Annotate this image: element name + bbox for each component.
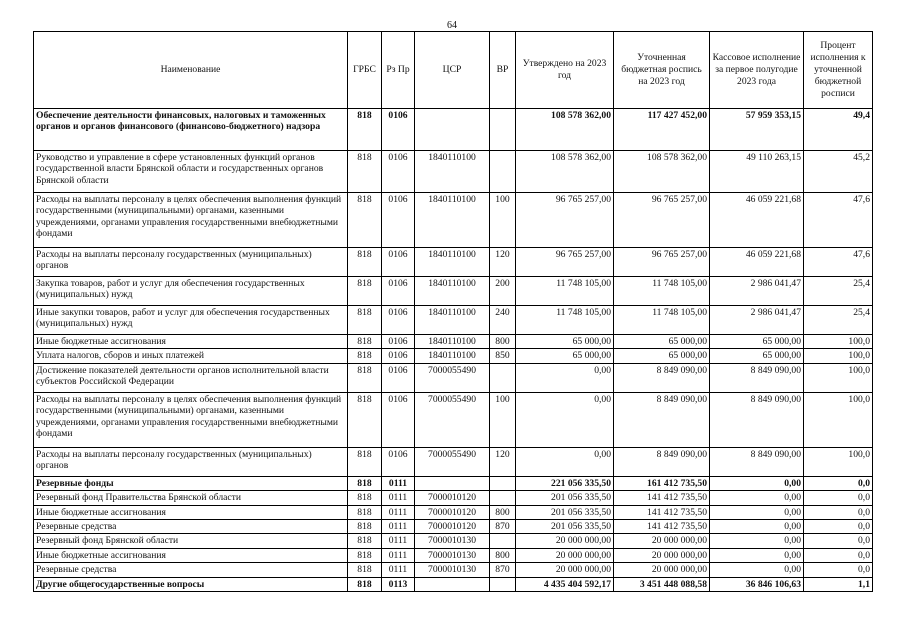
- cell-approved: 108 578 362,00: [516, 109, 614, 151]
- header-approved: Утверждено на 2023 год: [516, 32, 614, 109]
- cell-refined: 96 765 257,00: [614, 193, 710, 248]
- page-number: 64: [447, 20, 457, 31]
- cell-refined: 20 000 000,00: [614, 534, 710, 548]
- cell-rzpr: 0106: [382, 277, 415, 306]
- cell-cash: 8 849 090,00: [710, 447, 804, 476]
- table-row: [34, 335, 873, 349]
- cell-csr: 7000010120: [415, 520, 490, 534]
- cell-name: Резервный фонд Правительства Брянской области: [34, 491, 348, 505]
- cell-csr: [415, 109, 490, 151]
- cell-rzpr: 0111: [382, 520, 415, 534]
- cell-cash: 65 000,00: [710, 349, 804, 363]
- cell-grbs: 818: [348, 335, 382, 349]
- table-row: [34, 151, 873, 193]
- cell-name: Иные бюджетные ассигнования: [34, 548, 348, 562]
- table-row: [34, 548, 873, 562]
- cell-approved: 221 056 335,50: [516, 476, 614, 490]
- cell-name: Руководство и управление в сфере установленных функций органов государственной власти Брянской области и государственных органов Брянской области: [34, 151, 348, 193]
- cell-refined: 20 000 000,00: [614, 563, 710, 577]
- cell-cash: 36 846 106,63: [710, 577, 804, 591]
- table-row: [34, 577, 873, 591]
- cell-vr: [490, 476, 516, 490]
- cell-approved: 201 056 335,50: [516, 520, 614, 534]
- cell-name: Резервные средства: [34, 563, 348, 577]
- cell-csr: [415, 476, 490, 490]
- cell-cash: 0,00: [710, 520, 804, 534]
- cell-grbs: 818: [348, 548, 382, 562]
- table-row: [34, 563, 873, 577]
- cell-rzpr: 0111: [382, 476, 415, 490]
- cell-csr: 7000010130: [415, 563, 490, 577]
- cell-rzpr: 0111: [382, 491, 415, 505]
- cell-refined: 8 849 090,00: [614, 447, 710, 476]
- cell-vr: 850: [490, 349, 516, 363]
- cell-grbs: 818: [348, 193, 382, 248]
- cell-vr: [490, 534, 516, 548]
- table-row: [34, 109, 873, 151]
- cell-rzpr: 0106: [382, 335, 415, 349]
- cell-approved: 201 056 335,50: [516, 505, 614, 519]
- cell-cash: 0,00: [710, 505, 804, 519]
- header-percent: Процент исполнения к уточненной бюджетной росписи: [804, 32, 873, 109]
- cell-name: Резервные средства: [34, 520, 348, 534]
- cell-cash: 0,00: [710, 548, 804, 562]
- cell-grbs: 818: [348, 151, 382, 193]
- cell-cash: 49 110 263,15: [710, 151, 804, 193]
- cell-percent: 47,6: [804, 248, 873, 277]
- cell-vr: 800: [490, 505, 516, 519]
- cell-percent: 100,0: [804, 363, 873, 392]
- cell-grbs: 818: [348, 248, 382, 277]
- cell-refined: 117 427 452,00: [614, 109, 710, 151]
- cell-vr: [490, 491, 516, 505]
- cell-cash: 2 986 041,47: [710, 277, 804, 306]
- cell-refined: 141 412 735,50: [614, 520, 710, 534]
- cell-cash: 8 849 090,00: [710, 363, 804, 392]
- cell-grbs: 818: [348, 109, 382, 151]
- cell-grbs: 818: [348, 277, 382, 306]
- cell-name: Резервные фонды: [34, 476, 348, 490]
- cell-percent: 0,0: [804, 520, 873, 534]
- cell-approved: 65 000,00: [516, 335, 614, 349]
- header-refined: Уточненная бюджетная роспись на 2023 год: [614, 32, 710, 109]
- cell-refined: 20 000 000,00: [614, 548, 710, 562]
- table-row: [34, 363, 873, 392]
- cell-cash: 46 059 221,68: [710, 248, 804, 277]
- header-name: Наименование: [34, 32, 348, 109]
- cell-refined: 8 849 090,00: [614, 363, 710, 392]
- cell-name: Расходы на выплаты персоналу в целях обеспечения выполнения функций государственными (муниципальными) органами, казенными учреждениями, органами управления государственными внебюджетными фондами: [34, 193, 348, 248]
- table-row: [34, 392, 873, 447]
- cell-rzpr: 0106: [382, 392, 415, 447]
- cell-csr: 1840110100: [415, 335, 490, 349]
- cell-rzpr: 0106: [382, 349, 415, 363]
- cell-refined: 3 451 448 088,58: [614, 577, 710, 591]
- cell-grbs: 818: [348, 447, 382, 476]
- cell-csr: 1840110100: [415, 151, 490, 193]
- cell-grbs: 818: [348, 392, 382, 447]
- cell-refined: 108 578 362,00: [614, 151, 710, 193]
- cell-rzpr: 0113: [382, 577, 415, 591]
- cell-grbs: 818: [348, 534, 382, 548]
- cell-grbs: 818: [348, 505, 382, 519]
- cell-name: Иные бюджетные ассигнования: [34, 505, 348, 519]
- cell-cash: 46 059 221,68: [710, 193, 804, 248]
- cell-vr: 120: [490, 447, 516, 476]
- cell-csr: 1840110100: [415, 248, 490, 277]
- cell-approved: 65 000,00: [516, 349, 614, 363]
- cell-cash: 0,00: [710, 491, 804, 505]
- table-row: [34, 306, 873, 335]
- cell-approved: 4 435 404 592,17: [516, 577, 614, 591]
- cell-percent: 49,4: [804, 109, 873, 151]
- cell-percent: 0,0: [804, 548, 873, 562]
- cell-csr: 1840110100: [415, 306, 490, 335]
- cell-refined: 141 412 735,50: [614, 505, 710, 519]
- cell-percent: 25,4: [804, 306, 873, 335]
- cell-vr: 800: [490, 548, 516, 562]
- cell-vr: [490, 109, 516, 151]
- cell-refined: 11 748 105,00: [614, 306, 710, 335]
- cell-grbs: 818: [348, 349, 382, 363]
- cell-grbs: 818: [348, 577, 382, 591]
- cell-cash: 0,00: [710, 534, 804, 548]
- cell-percent: 100,0: [804, 349, 873, 363]
- header-row: [34, 32, 873, 109]
- cell-percent: 1,1: [804, 577, 873, 591]
- table-row: [34, 520, 873, 534]
- budget-table-body: [34, 109, 873, 592]
- table-row: [34, 193, 873, 248]
- table-row: [34, 505, 873, 519]
- table-row: [34, 534, 873, 548]
- cell-approved: 0,00: [516, 447, 614, 476]
- header-cash: Кассовое исполнение за первое полугодие 2023 года: [710, 32, 804, 109]
- cell-approved: 11 748 105,00: [516, 306, 614, 335]
- table-row: [34, 349, 873, 363]
- cell-refined: 65 000,00: [614, 349, 710, 363]
- cell-rzpr: 0106: [382, 151, 415, 193]
- cell-name: Расходы на выплаты персоналу государственных (муниципальных) органов: [34, 248, 348, 277]
- cell-refined: 96 765 257,00: [614, 248, 710, 277]
- cell-csr: 7000055490: [415, 447, 490, 476]
- cell-percent: 0,0: [804, 563, 873, 577]
- cell-csr: 7000010130: [415, 548, 490, 562]
- cell-cash: 65 000,00: [710, 335, 804, 349]
- cell-refined: 11 748 105,00: [614, 277, 710, 306]
- cell-vr: 120: [490, 248, 516, 277]
- cell-percent: 25,4: [804, 277, 873, 306]
- cell-name: Резервный фонд Брянской области: [34, 534, 348, 548]
- cell-name: Уплата налогов, сборов и иных платежей: [34, 349, 348, 363]
- cell-grbs: 818: [348, 520, 382, 534]
- cell-vr: 200: [490, 277, 516, 306]
- cell-csr: 1840110100: [415, 349, 490, 363]
- cell-approved: 0,00: [516, 392, 614, 447]
- cell-csr: 7000010120: [415, 491, 490, 505]
- cell-rzpr: 0106: [382, 109, 415, 151]
- cell-approved: 20 000 000,00: [516, 534, 614, 548]
- cell-percent: 0,0: [804, 534, 873, 548]
- budget-table: [33, 31, 873, 592]
- cell-name: Закупка товаров, работ и услуг для обеспечения государственных (муниципальных) нужд: [34, 277, 348, 306]
- cell-approved: 96 765 257,00: [516, 248, 614, 277]
- cell-csr: [415, 577, 490, 591]
- cell-cash: 57 959 353,15: [710, 109, 804, 151]
- cell-csr: 1840110100: [415, 193, 490, 248]
- cell-csr: 1840110100: [415, 277, 490, 306]
- table-row: [34, 491, 873, 505]
- cell-name: Расходы на выплаты персоналу государственных (муниципальных) органов: [34, 447, 348, 476]
- cell-rzpr: 0106: [382, 447, 415, 476]
- cell-cash: 0,00: [710, 563, 804, 577]
- cell-approved: 20 000 000,00: [516, 548, 614, 562]
- cell-approved: 0,00: [516, 363, 614, 392]
- cell-name: Достижение показателей деятельности органов исполнительной власти субъектов Российской Федерации: [34, 363, 348, 392]
- cell-vr: [490, 577, 516, 591]
- cell-vr: 100: [490, 193, 516, 248]
- cell-vr: [490, 151, 516, 193]
- cell-grbs: 818: [348, 563, 382, 577]
- cell-vr: 870: [490, 520, 516, 534]
- cell-refined: 65 000,00: [614, 335, 710, 349]
- cell-rzpr: 0111: [382, 534, 415, 548]
- cell-grbs: 818: [348, 491, 382, 505]
- cell-percent: 0,0: [804, 476, 873, 490]
- cell-rzpr: 0106: [382, 248, 415, 277]
- header-csr: ЦСР: [415, 32, 490, 109]
- cell-cash: 0,00: [710, 476, 804, 490]
- cell-rzpr: 0106: [382, 363, 415, 392]
- table-row: [34, 277, 873, 306]
- cell-csr: 7000010120: [415, 505, 490, 519]
- cell-name: Расходы на выплаты персоналу в целях обеспечения выполнения функций государственными (муниципальными) органами, казенными учреждениями, органами управления государственными внебюджетными фондами: [34, 392, 348, 447]
- cell-name: Обеспечение деятельности финансовых, налоговых и таможенных органов и органов финансового (финансово-бюджетного) надзора: [34, 109, 348, 151]
- cell-cash: 2 986 041,47: [710, 306, 804, 335]
- cell-name: Иные бюджетные ассигнования: [34, 335, 348, 349]
- cell-name: Иные закупки товаров, работ и услуг для обеспечения государственных (муниципальных) нужд: [34, 306, 348, 335]
- cell-percent: 45,2: [804, 151, 873, 193]
- cell-cash: 8 849 090,00: [710, 392, 804, 447]
- cell-grbs: 818: [348, 363, 382, 392]
- cell-approved: 96 765 257,00: [516, 193, 614, 248]
- cell-approved: 11 748 105,00: [516, 277, 614, 306]
- cell-rzpr: 0106: [382, 193, 415, 248]
- cell-percent: 0,0: [804, 505, 873, 519]
- cell-approved: 20 000 000,00: [516, 563, 614, 577]
- cell-approved: 108 578 362,00: [516, 151, 614, 193]
- header-rzpr: Рз Пр: [382, 32, 415, 109]
- cell-refined: 161 412 735,50: [614, 476, 710, 490]
- cell-refined: 8 849 090,00: [614, 392, 710, 447]
- cell-percent: 100,0: [804, 335, 873, 349]
- cell-grbs: 818: [348, 476, 382, 490]
- cell-percent: 100,0: [804, 447, 873, 476]
- cell-vr: 100: [490, 392, 516, 447]
- cell-rzpr: 0106: [382, 306, 415, 335]
- cell-grbs: 818: [348, 306, 382, 335]
- cell-vr: [490, 363, 516, 392]
- cell-percent: 0,0: [804, 491, 873, 505]
- cell-rzpr: 0111: [382, 563, 415, 577]
- cell-csr: 7000055490: [415, 392, 490, 447]
- cell-rzpr: 0111: [382, 548, 415, 562]
- cell-refined: 141 412 735,50: [614, 491, 710, 505]
- table-row: [34, 447, 873, 476]
- table-row: [34, 476, 873, 490]
- table-row: [34, 248, 873, 277]
- cell-vr: 800: [490, 335, 516, 349]
- cell-vr: 240: [490, 306, 516, 335]
- header-grbs: ГРБС: [348, 32, 382, 109]
- cell-percent: 100,0: [804, 392, 873, 447]
- cell-vr: 870: [490, 563, 516, 577]
- header-vr: ВР: [490, 32, 516, 109]
- cell-rzpr: 0111: [382, 505, 415, 519]
- cell-csr: 7000055490: [415, 363, 490, 392]
- cell-percent: 47,6: [804, 193, 873, 248]
- cell-name: Другие общегосударственные вопросы: [34, 577, 348, 591]
- cell-csr: 7000010130: [415, 534, 490, 548]
- cell-approved: 201 056 335,50: [516, 491, 614, 505]
